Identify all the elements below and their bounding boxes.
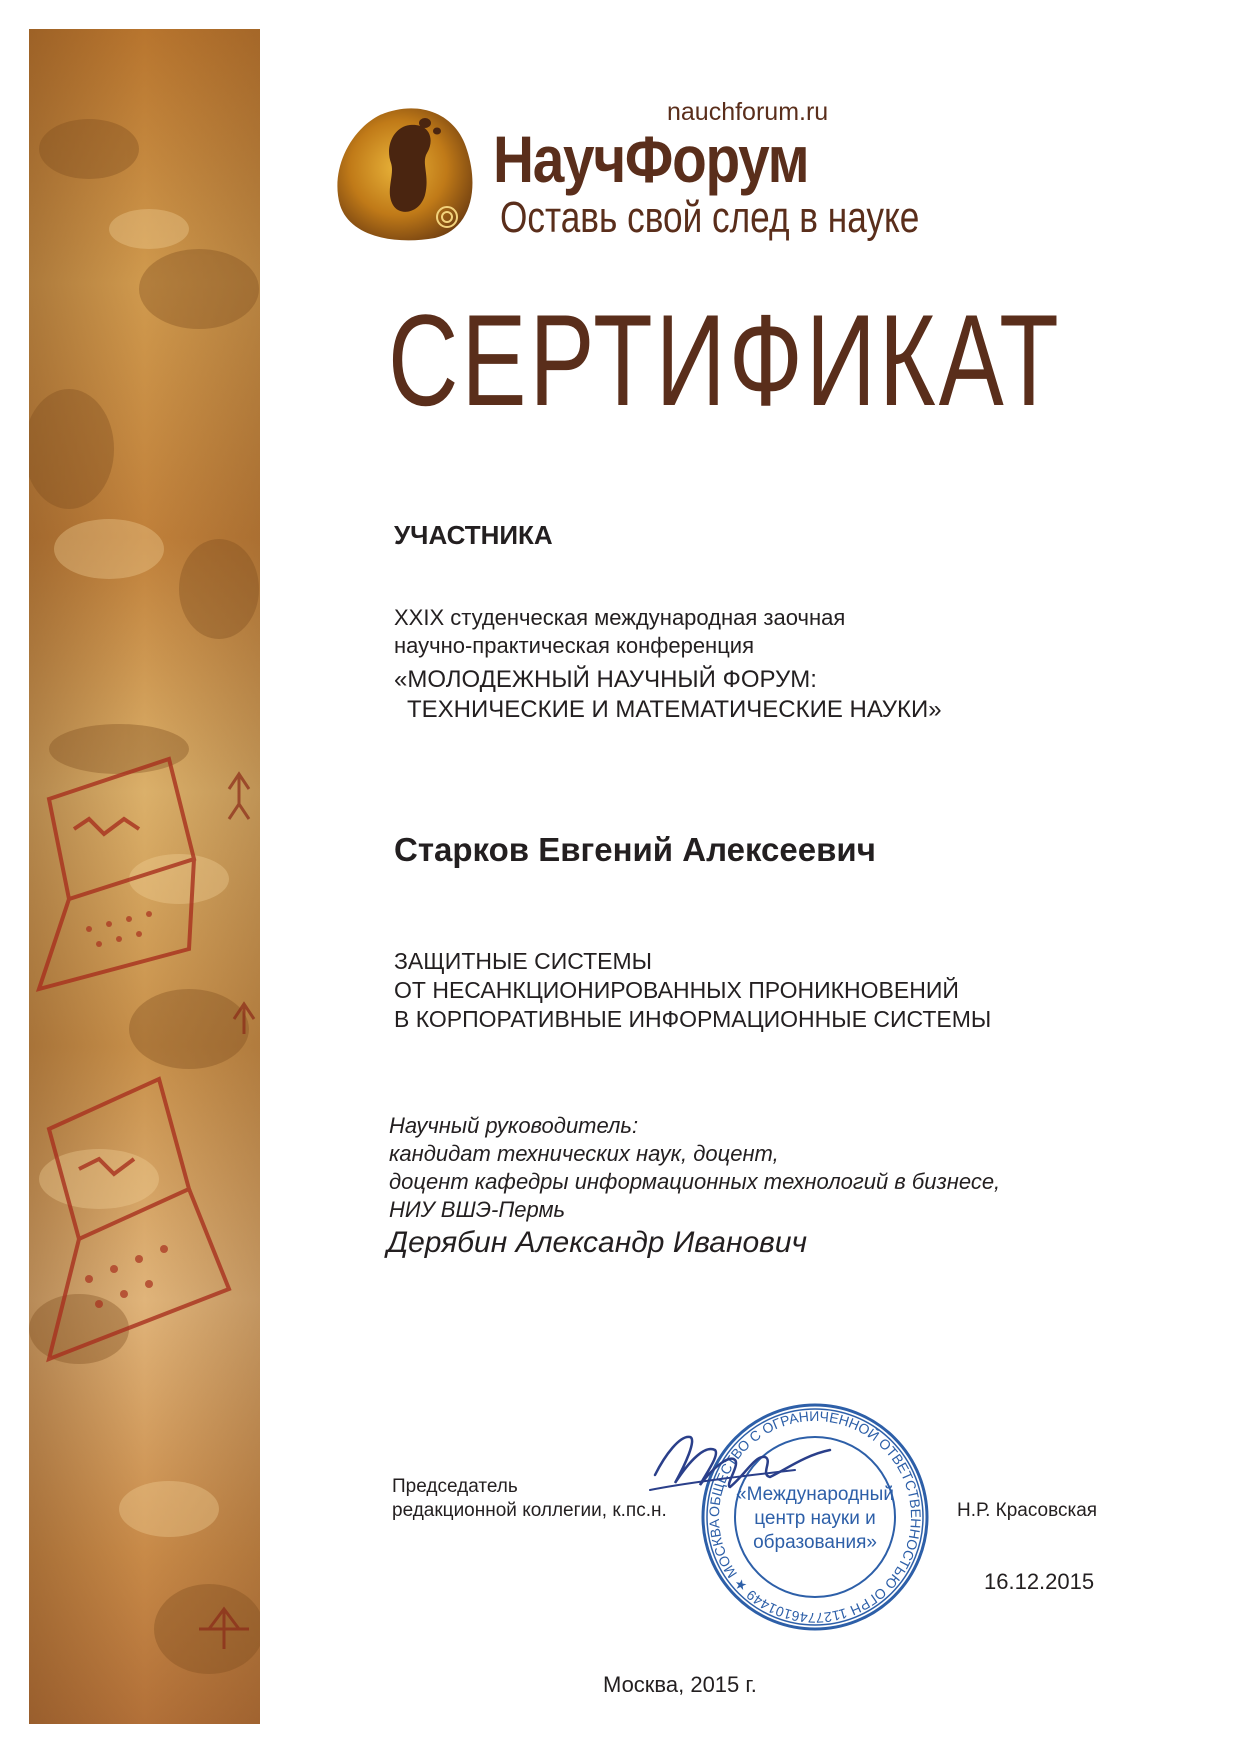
logo-wordmark: НаучФорум: [493, 122, 809, 196]
conference-title-line: ТЕХНИЧЕСКИЕ И МАТЕМАТИЧЕСКИЕ НАУКИ»: [407, 696, 942, 723]
stamp-center-line: центр науки и: [754, 1508, 876, 1529]
supervisor-credentials-line: НИУ ВШЭ-Пермь: [389, 1197, 566, 1222]
city-and-year: Москва, 2015 г.: [603, 1672, 757, 1697]
decorative-rock-art-strip: [29, 29, 260, 1724]
conference-description-line: научно-практическая конференция: [394, 633, 755, 658]
participant-name: Старков Евгений Алексеевич: [394, 831, 876, 868]
nauchforum-logo-icon: [335, 105, 480, 243]
stamp-ring-text: ОБЩЕСТВО С ОГРАНИЧЕННОЙ ОТВЕТСТВЕННОСТЬЮ ОГРН 1127746101449 ★ МОСКВА: [705, 1407, 925, 1627]
certificate-title: СЕРТИФИКАТ: [388, 287, 1062, 433]
conference-title-line: «МОЛОДЕЖНЫЙ НАУЧНЫЙ ФОРУМ:: [394, 666, 817, 693]
logo-url-text: nauchforum.ru: [667, 98, 829, 126]
certificate-date: 16.12.2015: [984, 1569, 1095, 1594]
participant-label: УЧАСТНИКА: [394, 520, 553, 550]
signatory-role-line: редакционной коллегии, к.пс.н.: [392, 1500, 667, 1521]
stamp-center-line: образования»: [753, 1532, 877, 1553]
supervisor-credentials-line: кандидат технических наук, доцент,: [389, 1141, 779, 1166]
supervisor-label: Научный руководитель:: [389, 1113, 639, 1138]
paper-topic-line: В КОРПОРАТИВНЫЕ ИНФОРМАЦИОННЫЕ СИСТЕМЫ: [394, 1006, 992, 1032]
supervisor-name: Дерябин Александр Иванович: [387, 1226, 808, 1259]
paper-topic-line: ОТ НЕСАНКЦИОНИРОВАННЫХ ПРОНИКНОВЕНИЙ: [394, 977, 959, 1003]
signatory-name: Н.Р. Красовская: [957, 1500, 1098, 1521]
conference-description-line: XXIX студенческая международная заочная: [394, 605, 846, 630]
handwritten-signature: [645, 1415, 835, 1510]
paper-topic-line: ЗАЩИТНЫЕ СИСТЕМЫ: [394, 948, 652, 974]
stamp-center-line: «Международный: [736, 1484, 894, 1505]
supervisor-credentials-line: доцент кафедры информационных технологий в бизнесе,: [389, 1169, 1001, 1194]
signatory-role-line: Председатель: [392, 1476, 518, 1497]
logo-tagline: Оставь свой след в науке: [500, 193, 920, 242]
